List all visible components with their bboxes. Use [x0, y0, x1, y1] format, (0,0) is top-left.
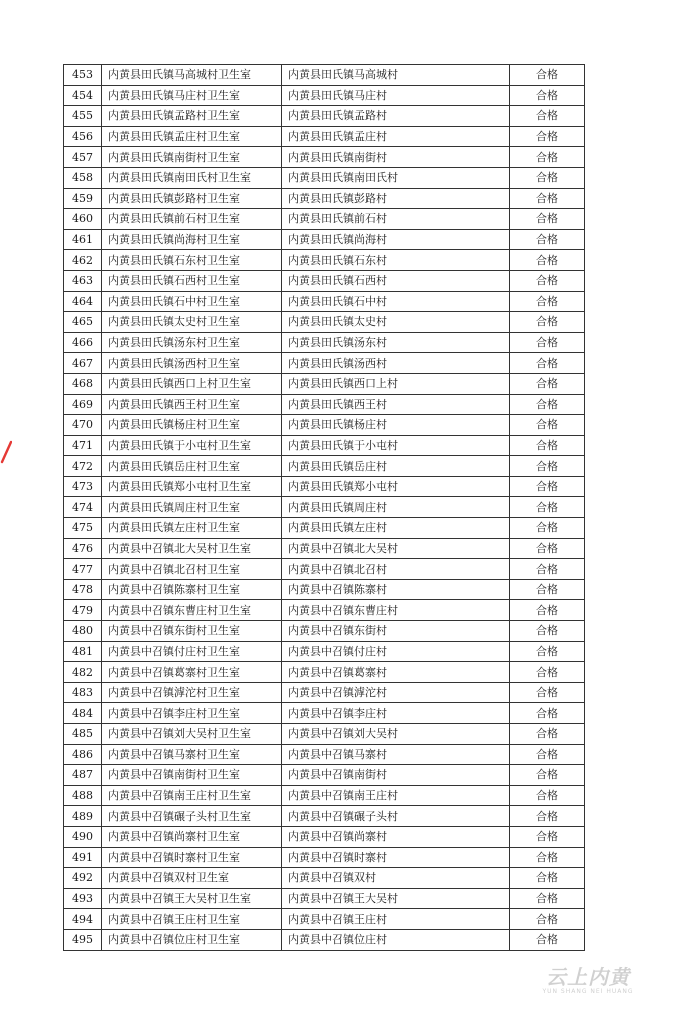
clinic-name: 内黄县田氏镇前石村卫生室	[102, 209, 282, 230]
table-row	[64, 909, 585, 930]
table-row	[64, 785, 585, 806]
clinic-address: 内黄县田氏镇太史村	[282, 312, 510, 333]
inspection-result: 合格	[510, 888, 585, 909]
clinic-address: 内黄县田氏镇郑小屯村	[282, 476, 510, 497]
inspection-result: 合格	[510, 744, 585, 765]
row-number: 463	[64, 270, 102, 291]
clinic-address: 内黄县中召镇滹沱村	[282, 682, 510, 703]
inspection-result: 合格	[510, 682, 585, 703]
inspection-result: 合格	[510, 826, 585, 847]
clinic-name: 内黄县中召镇南王庄村卫生室	[102, 785, 282, 806]
inspection-result: 合格	[510, 353, 585, 374]
table-row	[64, 250, 585, 271]
row-number: 455	[64, 106, 102, 127]
table-row	[64, 868, 585, 889]
clinic-name: 内黄县中召镇北召村卫生室	[102, 559, 282, 580]
table-row	[64, 538, 585, 559]
row-number: 469	[64, 394, 102, 415]
clinic-address: 内黄县中召镇王庄村	[282, 909, 510, 930]
clinic-address: 内黄县田氏镇汤东村	[282, 332, 510, 353]
clinic-address: 内黄县中召镇王大吴村	[282, 888, 510, 909]
table-row	[64, 847, 585, 868]
row-number: 493	[64, 888, 102, 909]
clinic-name: 内黄县田氏镇周庄村卫生室	[102, 497, 282, 518]
row-number: 462	[64, 250, 102, 271]
table-row	[64, 559, 585, 580]
row-number: 460	[64, 209, 102, 230]
table-row	[64, 188, 585, 209]
row-number: 480	[64, 621, 102, 642]
table-row	[64, 209, 585, 230]
table-body	[64, 65, 585, 951]
inspection-result: 合格	[510, 518, 585, 539]
inspection-result: 合格	[510, 559, 585, 580]
table-row	[64, 744, 585, 765]
row-number: 464	[64, 291, 102, 312]
clinic-address: 内黄县中召镇刘大吴村	[282, 724, 510, 745]
clinic-name: 内黄县田氏镇尚海村卫生室	[102, 229, 282, 250]
row-number: 488	[64, 785, 102, 806]
clinic-address: 内黄县田氏镇彭路村	[282, 188, 510, 209]
clinic-address: 内黄县田氏镇于小屯村	[282, 435, 510, 456]
table-row	[64, 662, 585, 683]
table-row	[64, 621, 585, 642]
inspection-result: 合格	[510, 270, 585, 291]
inspection-result: 合格	[510, 188, 585, 209]
watermark-title: 云上内黄	[546, 965, 630, 989]
table-row	[64, 703, 585, 724]
row-number: 484	[64, 703, 102, 724]
clinic-name: 内黄县中召镇时寨村卫生室	[102, 847, 282, 868]
inspection-table-container	[63, 64, 584, 951]
clinic-address: 内黄县田氏镇尚海村	[282, 229, 510, 250]
inspection-result: 合格	[510, 929, 585, 950]
inspection-result: 合格	[510, 394, 585, 415]
clinic-name: 内黄县田氏镇太史村卫生室	[102, 312, 282, 333]
clinic-address: 内黄县中召镇葛寨村	[282, 662, 510, 683]
clinic-name: 内黄县中召镇王庄村卫生室	[102, 909, 282, 930]
table-row	[64, 579, 585, 600]
row-number: 465	[64, 312, 102, 333]
inspection-result: 合格	[510, 106, 585, 127]
table-row	[64, 518, 585, 539]
inspection-result: 合格	[510, 476, 585, 497]
clinic-address: 内黄县中召镇李庄村	[282, 703, 510, 724]
table-row	[64, 85, 585, 106]
inspection-result: 合格	[510, 167, 585, 188]
clinic-address: 内黄县中召镇北大吴村	[282, 538, 510, 559]
table-row	[64, 353, 585, 374]
inspection-result: 合格	[510, 373, 585, 394]
row-number: 470	[64, 415, 102, 436]
table-row	[64, 435, 585, 456]
table-row	[64, 415, 585, 436]
clinic-name: 内黄县田氏镇马庄村卫生室	[102, 85, 282, 106]
inspection-result: 合格	[510, 456, 585, 477]
inspection-result: 合格	[510, 868, 585, 889]
clinic-address: 内黄县田氏镇南街村	[282, 147, 510, 168]
clinic-name: 内黄县中召镇李庄村卫生室	[102, 703, 282, 724]
inspection-result: 合格	[510, 579, 585, 600]
clinic-name: 内黄县中召镇葛寨村卫生室	[102, 662, 282, 683]
clinic-name: 内黄县中召镇东曹庄村卫生室	[102, 600, 282, 621]
clinic-name: 内黄县中召镇北大吴村卫生室	[102, 538, 282, 559]
inspection-result: 合格	[510, 65, 585, 86]
watermark-logo	[538, 966, 638, 1002]
clinic-name: 内黄县田氏镇南街村卫生室	[102, 147, 282, 168]
row-number: 476	[64, 538, 102, 559]
table-row	[64, 765, 585, 786]
clinic-address: 内黄县中召镇时寨村	[282, 847, 510, 868]
table-row	[64, 126, 585, 147]
table-row	[64, 312, 585, 333]
table-row	[64, 888, 585, 909]
clinic-address: 内黄县田氏镇前石村	[282, 209, 510, 230]
inspection-result: 合格	[510, 250, 585, 271]
clinic-name: 内黄县中召镇东街村卫生室	[102, 621, 282, 642]
inspection-result: 合格	[510, 147, 585, 168]
clinic-name: 内黄县中召镇刘大吴村卫生室	[102, 724, 282, 745]
inspection-result: 合格	[510, 538, 585, 559]
table-row	[64, 641, 585, 662]
inspection-result: 合格	[510, 641, 585, 662]
table-row	[64, 147, 585, 168]
row-number: 483	[64, 682, 102, 703]
row-number: 482	[64, 662, 102, 683]
clinic-address: 内黄县中召镇马寨村	[282, 744, 510, 765]
table-row	[64, 394, 585, 415]
clinic-name: 内黄县田氏镇西口上村卫生室	[102, 373, 282, 394]
inspection-result: 合格	[510, 662, 585, 683]
clinic-address: 内黄县中召镇陈寨村	[282, 579, 510, 600]
row-number: 495	[64, 929, 102, 950]
clinic-name: 内黄县田氏镇岳庄村卫生室	[102, 456, 282, 477]
row-number: 491	[64, 847, 102, 868]
table-row	[64, 806, 585, 827]
red-annotation-mark	[0, 440, 12, 464]
row-number: 466	[64, 332, 102, 353]
clinic-address: 内黄县田氏镇马高城村	[282, 65, 510, 86]
inspection-result: 合格	[510, 847, 585, 868]
clinic-name: 内黄县中召镇尚寨村卫生室	[102, 826, 282, 847]
clinic-name: 内黄县田氏镇左庄村卫生室	[102, 518, 282, 539]
clinic-name: 内黄县田氏镇孟庄村卫生室	[102, 126, 282, 147]
row-number: 471	[64, 435, 102, 456]
clinic-address: 内黄县中召镇尚寨村	[282, 826, 510, 847]
row-number: 474	[64, 497, 102, 518]
inspection-result: 合格	[510, 291, 585, 312]
clinic-name: 内黄县田氏镇汤东村卫生室	[102, 332, 282, 353]
table-row	[64, 497, 585, 518]
row-number: 492	[64, 868, 102, 889]
clinic-address: 内黄县中召镇东曹庄村	[282, 600, 510, 621]
row-number: 481	[64, 641, 102, 662]
clinic-address: 内黄县中召镇碾子头村	[282, 806, 510, 827]
clinic-name: 内黄县田氏镇石东村卫生室	[102, 250, 282, 271]
inspection-result: 合格	[510, 85, 585, 106]
row-number: 478	[64, 579, 102, 600]
row-number: 486	[64, 744, 102, 765]
table-row	[64, 65, 585, 86]
clinic-name: 内黄县中召镇双村卫生室	[102, 868, 282, 889]
clinic-address: 内黄县中召镇南街村	[282, 765, 510, 786]
inspection-result: 合格	[510, 785, 585, 806]
clinic-address: 内黄县中召镇付庄村	[282, 641, 510, 662]
clinic-name: 内黄县田氏镇石中村卫生室	[102, 291, 282, 312]
row-number: 485	[64, 724, 102, 745]
table-row	[64, 600, 585, 621]
clinic-address: 内黄县中召镇东街村	[282, 621, 510, 642]
inspection-result: 合格	[510, 621, 585, 642]
inspection-result: 合格	[510, 209, 585, 230]
clinic-address: 内黄县田氏镇杨庄村	[282, 415, 510, 436]
inspection-result: 合格	[510, 126, 585, 147]
table-row	[64, 373, 585, 394]
row-number: 490	[64, 826, 102, 847]
row-number: 461	[64, 229, 102, 250]
row-number: 456	[64, 126, 102, 147]
row-number: 468	[64, 373, 102, 394]
watermark-subtitle: YUN SHANG NEI HUANG	[542, 988, 634, 995]
clinic-address: 内黄县中召镇南王庄村	[282, 785, 510, 806]
inspection-result: 合格	[510, 435, 585, 456]
table-row	[64, 826, 585, 847]
clinic-address: 内黄县田氏镇马庄村	[282, 85, 510, 106]
clinic-address: 内黄县田氏镇石东村	[282, 250, 510, 271]
inspection-result: 合格	[510, 724, 585, 745]
table-row	[64, 332, 585, 353]
clinic-name: 内黄县田氏镇汤西村卫生室	[102, 353, 282, 374]
clinic-name: 内黄县田氏镇马高城村卫生室	[102, 65, 282, 86]
clinic-name: 内黄县田氏镇西王村卫生室	[102, 394, 282, 415]
clinic-name: 内黄县中召镇付庄村卫生室	[102, 641, 282, 662]
table-row	[64, 291, 585, 312]
clinic-name: 内黄县中召镇位庄村卫生室	[102, 929, 282, 950]
clinic-address: 内黄县田氏镇汤西村	[282, 353, 510, 374]
clinic-name: 内黄县田氏镇于小屯村卫生室	[102, 435, 282, 456]
clinic-address: 内黄县田氏镇石中村	[282, 291, 510, 312]
table-row	[64, 456, 585, 477]
clinic-address: 内黄县田氏镇南田氏村	[282, 167, 510, 188]
row-number: 459	[64, 188, 102, 209]
clinic-name: 内黄县田氏镇孟路村卫生室	[102, 106, 282, 127]
inspection-results-table	[63, 64, 585, 951]
clinic-address: 内黄县田氏镇周庄村	[282, 497, 510, 518]
inspection-result: 合格	[510, 497, 585, 518]
table-row	[64, 229, 585, 250]
row-number: 472	[64, 456, 102, 477]
row-number: 467	[64, 353, 102, 374]
clinic-name: 内黄县田氏镇南田氏村卫生室	[102, 167, 282, 188]
inspection-result: 合格	[510, 415, 585, 436]
table-row	[64, 106, 585, 127]
clinic-name: 内黄县中召镇王大吴村卫生室	[102, 888, 282, 909]
clinic-name: 内黄县田氏镇彭路村卫生室	[102, 188, 282, 209]
table-row	[64, 270, 585, 291]
clinic-name: 内黄县中召镇南街村卫生室	[102, 765, 282, 786]
clinic-name: 内黄县中召镇滹沱村卫生室	[102, 682, 282, 703]
row-number: 479	[64, 600, 102, 621]
table-row	[64, 724, 585, 745]
clinic-address: 内黄县田氏镇左庄村	[282, 518, 510, 539]
clinic-name: 内黄县中召镇马寨村卫生室	[102, 744, 282, 765]
row-number: 477	[64, 559, 102, 580]
clinic-name: 内黄县田氏镇杨庄村卫生室	[102, 415, 282, 436]
clinic-address: 内黄县田氏镇西口上村	[282, 373, 510, 394]
row-number: 494	[64, 909, 102, 930]
inspection-result: 合格	[510, 703, 585, 724]
table-row	[64, 476, 585, 497]
row-number: 454	[64, 85, 102, 106]
clinic-name: 内黄县中召镇陈寨村卫生室	[102, 579, 282, 600]
clinic-address: 内黄县中召镇双村	[282, 868, 510, 889]
inspection-result: 合格	[510, 312, 585, 333]
clinic-name: 内黄县田氏镇石西村卫生室	[102, 270, 282, 291]
clinic-address: 内黄县田氏镇石西村	[282, 270, 510, 291]
clinic-address: 内黄县中召镇北召村	[282, 559, 510, 580]
clinic-name: 内黄县中召镇碾子头村卫生室	[102, 806, 282, 827]
inspection-result: 合格	[510, 806, 585, 827]
inspection-result: 合格	[510, 765, 585, 786]
inspection-result: 合格	[510, 332, 585, 353]
inspection-result: 合格	[510, 229, 585, 250]
row-number: 475	[64, 518, 102, 539]
table-row	[64, 167, 585, 188]
clinic-address: 内黄县田氏镇岳庄村	[282, 456, 510, 477]
clinic-name: 内黄县田氏镇郑小屯村卫生室	[102, 476, 282, 497]
clinic-address: 内黄县中召镇位庄村	[282, 929, 510, 950]
inspection-result: 合格	[510, 600, 585, 621]
row-number: 453	[64, 65, 102, 86]
row-number: 487	[64, 765, 102, 786]
table-row	[64, 682, 585, 703]
clinic-address: 内黄县田氏镇孟庄村	[282, 126, 510, 147]
row-number: 473	[64, 476, 102, 497]
inspection-result: 合格	[510, 909, 585, 930]
row-number: 489	[64, 806, 102, 827]
table-row	[64, 929, 585, 950]
clinic-address: 内黄县田氏镇西王村	[282, 394, 510, 415]
clinic-address: 内黄县田氏镇孟路村	[282, 106, 510, 127]
row-number: 457	[64, 147, 102, 168]
row-number: 458	[64, 167, 102, 188]
